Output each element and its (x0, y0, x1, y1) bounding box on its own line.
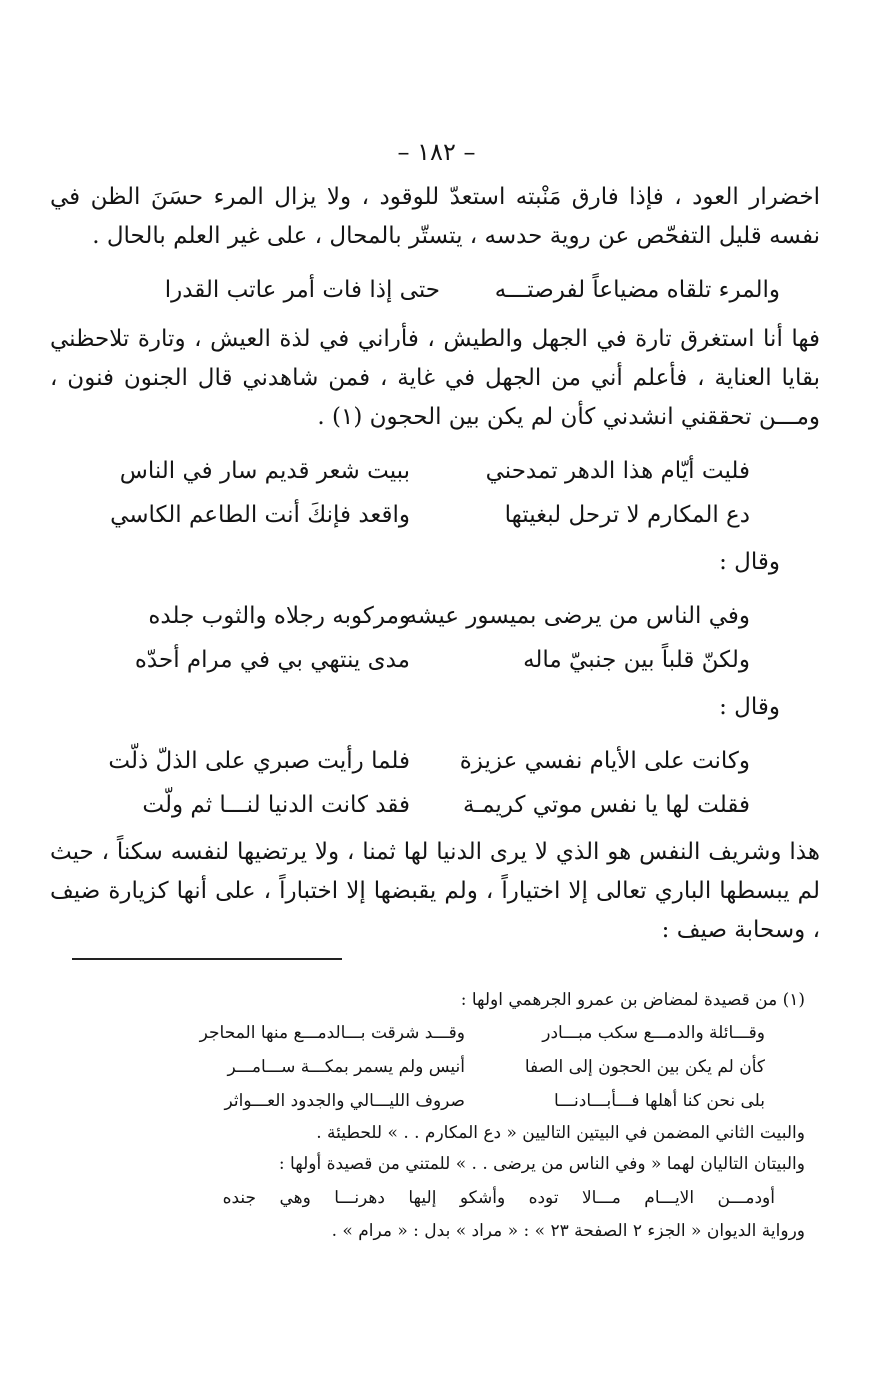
footnote-line: والبيتان التاليان لهما « وفي الناس من يرضى . . » للمتني من قصيدة أولها : (278, 1154, 805, 1174)
verse-second-hemistich: صروف الليـــالي والجدود العـــواثر (224, 1090, 465, 1111)
verse-first-hemistich: وقـــائلة والدمـــع سكب مبـــادر (542, 1022, 765, 1043)
verse-second-hemistich: أنيس ولم يسمر بمكـــة ســـامـــر (227, 1056, 465, 1077)
verse-first-hemistich: وفي الناس من يرضى بميسور عيشه (405, 602, 750, 629)
verse-second-hemistich: ببيت شعر قديم سار في الناس (119, 457, 410, 484)
footnote-intro: (١) من قصيدة لمضاض بن عمرو الجرهمي اولها : (460, 990, 805, 1010)
footnote-verse (100, 1016, 805, 1050)
verse-second-hemistich: فقد كانت الدنيا لنـــا ثم ولّت (142, 791, 410, 818)
page-number: – ١٨٢ – (397, 138, 476, 166)
footnote-divider (72, 958, 342, 960)
verse-second-hemistich: ومركوبه رجلاه والثوب جلده (148, 602, 410, 629)
paragraph-1: اخضرار العود ، فإذا فارق مَنْبته استعدّ للوقود ، ولا يزال المرء حسَنَ الظن في نفسه قليل التفحّص عن روية حدسه ، يتستّر بالمحال ، على غير العلم بالحال . (50, 184, 820, 249)
verse-row (50, 594, 820, 638)
verse-first-hemistich: كأن لم يكن بين الحجون إلى الصفا (524, 1056, 765, 1077)
footnote-verse (100, 1084, 805, 1118)
verse-second-hemistich: واقعد فإنكَ أنت الطاعم الكاسي (110, 501, 410, 528)
verse-row (50, 449, 820, 493)
verse-first-hemistich: دع المكارم لا ترحل لبغيتها (504, 501, 750, 528)
footnote-verse (100, 1050, 805, 1084)
main-text (50, 178, 820, 950)
verse-row (50, 739, 820, 783)
verse-row (50, 493, 820, 537)
qala-label-1: وقال : (719, 549, 780, 575)
verse-first-hemistich: والمرء تلقاه مضياعاً لفرصتـــه (494, 276, 780, 303)
verse-first-hemistich: ولكنّ قلباً بين جنبيّ ماله (523, 646, 750, 673)
verse-first-hemistich: بلى نحن كنا أهلها فـــأبـــادنـــا (553, 1090, 765, 1111)
footnotes (100, 985, 805, 1247)
verse-first-hemistich: وكانت على الأيام نفسي عزيزة (459, 747, 750, 774)
qala-label-2: وقال : (719, 694, 780, 720)
verse-second-hemistich: فلما رأيت صبري على الذلّ ذلّت (108, 747, 410, 774)
verse-first-hemistich: فليت أيّام هذا الدهر تمدحني (485, 457, 750, 484)
poem-3 (50, 739, 820, 827)
footnote-line: ورواية الديوان « الجزء ٢ الصفحة ٢٣ » : « مراد » بدل : « مرام » . (331, 1221, 805, 1241)
verse-first-hemistich: فقلت لها يا نفس موتي كريمـة (463, 791, 750, 818)
footnote-line: والبيت الثاني المضمن في البيتين التاليين « دع المكارم . . » للحطيئة . (316, 1123, 805, 1143)
verse-second-hemistich: وقـــد شرقت بـــالدمـــع منها المحاجر (199, 1022, 465, 1043)
verse-second-hemistich: مدى ينتهي بي في مرام أحدّه (134, 646, 410, 673)
verse-second-hemistich: حتى إذا فات أمر عاتب القدرا (164, 276, 440, 303)
verse-1 (50, 268, 820, 312)
verse-row (50, 268, 820, 312)
paragraph-2: فها أنا استغرق تارة في الجهل والطيش ، فأراني في لذة العيش ، وتارة تلاحظني بقايا العناية ، فأعلم أني من الجهل في غاية ، فمن شاهدني قال الجنون فنون ، ومـــن تحققني انشدني كأن لم يكن بين الحجون (١) . (50, 326, 820, 430)
footnote-verse-wide: أودمـــن الايـــام مـــالا توده وأشكو إليها دهرنـــا وهي جنده (222, 1188, 775, 1208)
poem-2 (50, 594, 820, 682)
verse-row (50, 783, 820, 827)
verse-row (50, 638, 820, 682)
poem-1 (50, 449, 820, 537)
paragraph-3: هذا وشريف النفس هو الذي لا يرى الدنيا لها ثمنا ، ولا يرتضيها لنفسه سكناً ، حيث لم يبسطها الباري تعالى إلا اختياراً ، ولم يقبضها إلا اختباراً ، على أنها كزيارة ضيف ، وسحابة صيف : (50, 839, 820, 943)
